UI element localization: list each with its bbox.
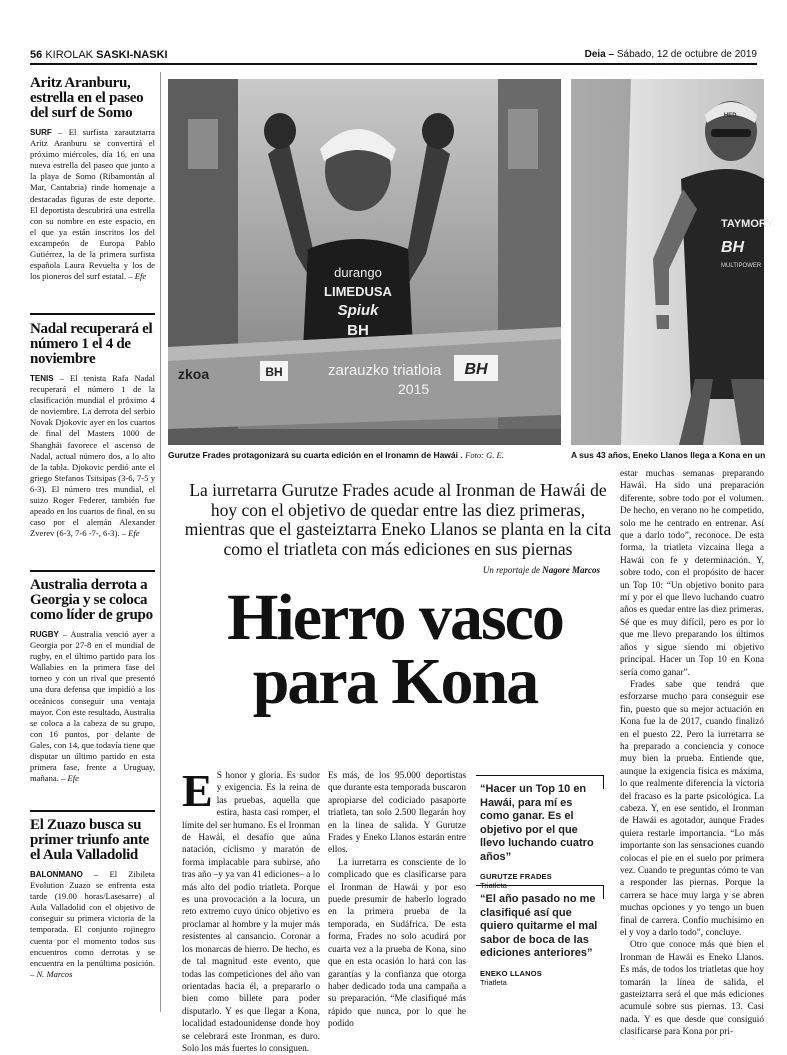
brief-title: Australia derrota a Georgia y se coloca como líder de grupo: [30, 577, 153, 623]
news-brief-sidebar: [30, 72, 155, 1012]
banner-town: zkoa: [178, 366, 210, 382]
column-paragraph: Es más, de los 95.000 deportistas que durante esta temporada buscaron apropiarse del codiciado pasaporte triatleta, tan solo 2.500 llegarán hoy en la línea de salida. Y Gurutze Frades y Eneko Llanos estarán entre ellos.: [328, 771, 466, 856]
brief-divider: [30, 313, 155, 315]
banner-brand-bh-right: BH: [464, 361, 488, 378]
pull-quote-llanos: [480, 893, 598, 987]
jersey-sponsor-spiuk: Spiuk: [337, 302, 379, 319]
quote-rule: [476, 885, 604, 886]
brief-text: – Australia venció ayer a Georgia por 27-8 en el mundial de rugby, en el último partido para los Wallabies en la primera fase del torneo y con un rival que presentó una dura defensa que impidió a los oceánicos conseguir una ventaja mayor. Con este resultado, Australia se coloca a la cabeza de su grupo, con 16 puntos, por delante de Gales, con 14, que todavía tiene que disputar un último partido en esta primera fase, frente a Uruguay, mañana.: [30, 629, 155, 784]
brief-tenis: [30, 322, 155, 539]
header-rule: [30, 63, 757, 65]
brief-text: – El surfista zarautztarra Aritz Aranburu se convertirá el próximo miércoles, día 16, en una nueva estrella del paseo que junto a la playa de Somo (Ribamontán al Mar, Cantabria) rinde homenaje a destacadas figuras de este deporte. El deportista descubrirá una estrella con su nombre en este espacio, en el que ya están inscritos los del excampeón de Europa Pablo Gutiérrez, la de la primera surfista española Laura Revuelta y los de los pioneros del surf estatal.: [30, 127, 155, 282]
photo-eneko-llanos: [571, 79, 774, 445]
brief-signature: – Efe: [58, 773, 79, 784]
banner-year: 2015: [398, 381, 430, 397]
quote-rule: [476, 775, 604, 776]
jersey-sponsor-taymory: TAYMORY: [721, 218, 774, 230]
brief-body: [30, 869, 155, 980]
brief-text: – El tenista Rafa Nadal recuperará el número 1 de la clasificación mundial el próximo 4 de noviembre. La derrota del serbio Novak Djokovic ayer en los cuartos de final del Masters 1000 de Shanghái favorece el ascenso de Nadal, actual número dos, a lo alto de la tabla. Djokovic perdió ante el griego Stefanos Tsitsipas (3-6, 7-5 y 6-3). El número tres mundial, el suizo Roger Federer, también fue apeado en los cuartos de final, en su caso por el alemán Alexander Zverev (6-3, 7-6 -7-, 6-3).: [30, 373, 155, 539]
cap-logo: HED.: [723, 113, 739, 119]
article-dek: La iurretarra Gurutze Frades acude al Ironman de Hawái de hoy con el objetivo de quedar entre las diez primeras, mientras que el gasteiztarra Eneko Llanos se planta en la cita como el triatleta con más ediciones en sus piernas: [184, 480, 612, 559]
jersey-sponsor-multipower: MULTIPOWER: [721, 263, 762, 269]
article-column-1: [182, 765, 320, 1054]
jersey-sponsor-limedusa: LIMEDUSA: [324, 284, 392, 299]
section-name: KIROLAK: [45, 49, 93, 61]
brief-divider: [30, 810, 155, 812]
banner-event-name: zarauzko triatloia: [328, 362, 442, 379]
page-header-right: [585, 49, 757, 60]
pull-quotes: [476, 775, 604, 1015]
quote-author: GURUTZE FRADES: [480, 872, 552, 881]
brief-divider: [30, 570, 155, 572]
brief-lead: SURF: [30, 128, 52, 137]
byline-prefix: Un reportaje de: [482, 565, 540, 575]
article-headline: [180, 581, 610, 718]
header-dash: –: [608, 49, 615, 60]
column-text: S honor y gloria. Es sudor y exigencia. Es la reina de las pruebas, aquella que estira, hasta casi romper, el límite del ser humano. Es el Ironman de Hawái, el desafío que aúna natación, ciclismo y maratón de forma implacable para subirse, año tras año –y ya van 41 ediciones– a lo más alto del podio triatleta. Porque es una provocación a la locura, un reto extremo cuyo único objetivo es proclamar al hombre y la mujer más resistentes al cansancio. Coronar a los monarcas de hierro. De hecho, es de tal magnitud este evento, que todas las competiciones del año van orientadas hacia él, a prepararlo o bien como billete para poder disputarlo. Y es que llegar a Kona, localidad estadounidense donde hoy se celebrará este Ironman, es duro. Solo los más fuertes lo consiguen.: [182, 771, 320, 1054]
issue-date: Sábado, 12 de octubre de 2019: [616, 49, 757, 60]
banner-brand-bh: BH: [265, 365, 283, 379]
brief-balonmano: [30, 818, 155, 980]
caption-text: Gurutze Frades protagonizará su cuarta edición en el Ironamn de Hawái .: [168, 450, 463, 460]
brief-lead: BALONMANO: [30, 870, 83, 879]
brief-title: Aritz Aranburu, estrella en el paseo del surf de Somo: [30, 75, 144, 121]
jersey-sponsor-durango: durango: [334, 265, 382, 280]
drop-cap: E: [182, 765, 213, 816]
quote-author: ENEKO LLANOS: [480, 968, 542, 978]
brief-text: – El Zibileta Evolution Zuazo se enfrenta esta tarde (19.00 horas/Lasesarre) al Aula Valladolid con el objetivo de conseguir su primera victoria de la temporada. El conjunto rojinegro cuenta por el momento todos sus encuentros como derrotas y se encuentra en la penúltima posición.: [30, 869, 155, 968]
photo-credit: Foto: G. E.: [465, 450, 504, 460]
quote-corner: [603, 775, 604, 789]
brief-lead: RUGBY: [30, 630, 59, 639]
headline-line-1: Hierro vasco: [227, 581, 563, 654]
brief-rugby: [30, 578, 155, 784]
brief-title: Nadal recuperará el número 1 el 4 de noviembre: [30, 321, 153, 367]
brief-body: [30, 629, 155, 784]
article-column-2: [328, 770, 466, 1030]
column-paragraph: La iurretarra es consciente de lo complicado que es clasificarse para el Ironman de Hawái y por eso puede presumir de haberlo logrado en la primera prueba de la temporada, en Sudáfrica. De esta forma, Frades no solo acudirá por cuarta vez a la prueba de Kona, sino que en esta ocasión lo hará con las garantías y la confianza que otorga haber dedicado toda una campaña a su preparación. “Me clasifiqué más rápido que nunca, por lo que he podido: [328, 857, 466, 1030]
quote-corner: [603, 885, 604, 899]
jersey-brand-bh-right: BH: [721, 239, 745, 256]
byline-author: Nagore Marcos: [542, 565, 600, 575]
subsection-name: SASKI-NASKI: [96, 49, 168, 61]
paper-name: Deia: [584, 49, 606, 60]
left-photo-caption: [168, 450, 504, 460]
brief-signature: – N. Marcos: [30, 968, 73, 979]
article-column-4: [620, 468, 764, 1038]
page-header-left: [30, 49, 168, 61]
column-paragraph: Frades sabe que tendrá que esforzarse mucho para conseguir ese fin, puesto que su mejor actuación en Kona fue la de 2017, cuando finalizó en el puesto 22. Pero la iurretarra se ha preparado a conciencia y conoce muy bien la prueba. Entiende que, aunque la exigencia física es máxima, lo que realmente diferencia la victoria del fracaso es la parte psicológica. La cabeza. Y, en ese sentido, el Ironman de Hawái es agotador, aunque Frades quiera restarle importancia. “Lo más importante son las sensaciones cuando colocas el pie en el suelo por primera vez. Cuando te preguntas cómo te van a responder las piernas. Porque la carrera se hace muy larga y se abren muchas opciones y yo tengo un buen final de carrera. Confío muchísimo en el y voy a darlo todo”, concluye.: [620, 679, 764, 939]
photo-gurutze-frades: [168, 79, 561, 445]
sidebar-divider: [160, 72, 161, 1012]
headline-line-2: para Kona: [252, 645, 538, 718]
brief-surf: [30, 76, 155, 282]
page-number: 56: [30, 49, 43, 61]
brief-lead: TENIS: [30, 374, 54, 383]
column-paragraph: Otro que conoce más que bien el Ironman de Hawái es Eneko Llanos. Es más, de todos los triatletas que hoy tomarán la línea de salida, el gasteiztarra será el que más ediciones acumule sobre sus piernas. 13. Casi nada. Y es que desde que consiguió clasificarse para Kona por pri-: [620, 940, 764, 1038]
column-paragraph: estar muchas semanas preparando Hawái. Ha sido una preparación diferente, sobre todo por el volumen. De hecho, en verano no he competido, solo me he centrado en entrenar. Así que a darlo todo”, reconoce. De esta forma, la triatleta vizcaína llega a Hawái con fe y determinación. Y, sobre todo, con el propósito de hacer un Top 10: “Un objetivo bonito para mí y por el que llevo luchando cuatro años es quedar entre las diez primeras. Sé que es muy difícil, pero es por lo que me llevo preparando los últimos años y sigue siendo mi objetivo principal. Hacer un Top 10 en Kona sería como ganar”.: [620, 469, 764, 678]
article-byline: [400, 565, 600, 575]
brief-body: [30, 373, 155, 539]
right-photo-caption: A sus 43 años, Eneko Llanos llega a Kona en un: [571, 450, 766, 460]
brief-signature: – Efe: [119, 528, 140, 539]
brief-signature: – Efe: [126, 271, 147, 282]
quote-role: Triatleta: [480, 977, 507, 987]
brief-title: El Zuazo busca su primer triunfo ante el Aula Valladolid: [30, 817, 150, 863]
quote-text: “Hacer un Top 10 en Hawái, para mí es como ganar. Es el objetivo por el que llevo luchando cuatro años”: [480, 783, 594, 863]
brief-body: [30, 127, 155, 282]
quote-text: “El año pasado no me clasifiqué así que quiero quitarme el mal sabor de boca de las ediciones anteriores”: [480, 893, 598, 959]
jersey-brand-bh: BH: [347, 322, 369, 339]
pull-quote-frades: [480, 783, 598, 890]
